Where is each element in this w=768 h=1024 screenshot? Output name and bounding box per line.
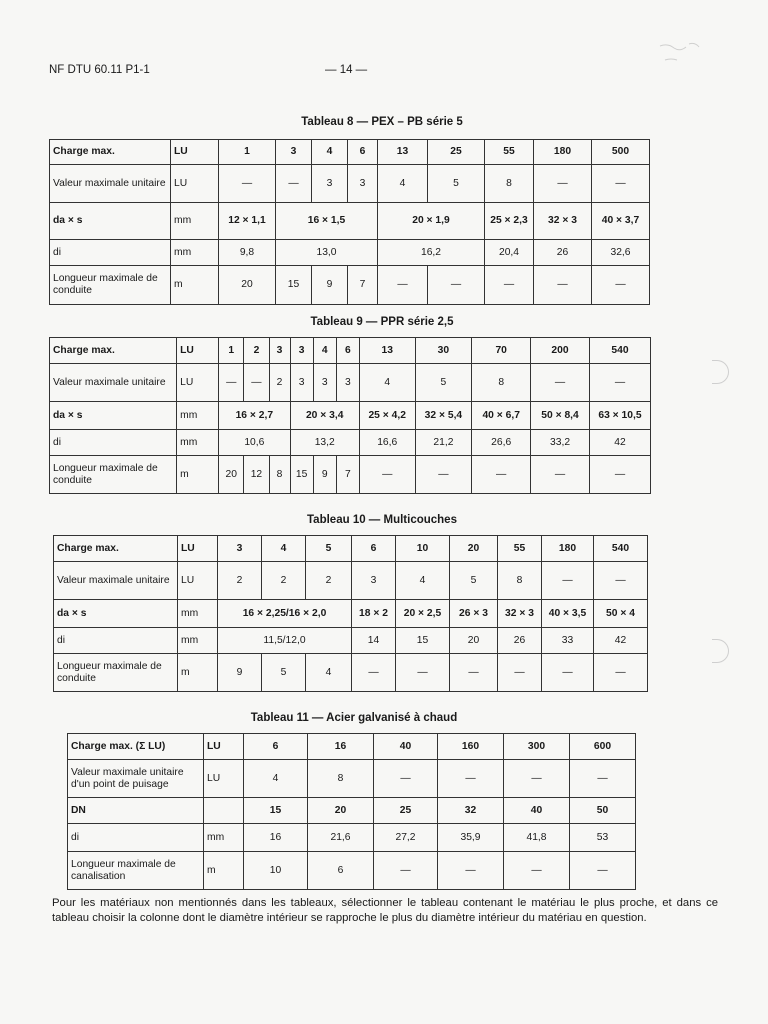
table-cell: 40 × 3,5 (542, 600, 594, 628)
table-cell: 32 × 5,4 (415, 402, 472, 430)
table-cell: — (534, 266, 592, 305)
table-cell: 7 (336, 456, 359, 494)
table-cell: 4 (396, 562, 450, 600)
punch-hole-mark (712, 639, 729, 663)
table-cell: 6 (308, 852, 374, 890)
table-row (50, 203, 650, 240)
table-cell: 20 × 3,4 (290, 402, 359, 430)
table-cell: 32 (438, 798, 504, 824)
document-reference: NF DTU 60.11 P1-1 (49, 64, 150, 76)
table-cell: 16 (244, 824, 308, 852)
table-cell: 3 (336, 364, 359, 402)
row-label: Longueur maximale de conduite (50, 456, 177, 494)
table-cell: 20 (308, 798, 374, 824)
row-label: da × s (54, 600, 178, 628)
table-cell: 200 (531, 338, 590, 364)
table-cell: 4 (306, 654, 352, 692)
table-cell: — (244, 364, 269, 402)
table-cell: 3 (312, 165, 348, 203)
table-cell: 20,4 (485, 240, 534, 266)
unit-cell: LU (177, 338, 219, 364)
table-cell: 16 × 2,25/16 × 2,0 (218, 600, 352, 628)
table-cell: 40 × 6,7 (472, 402, 531, 430)
table-cell: 4 (312, 140, 348, 165)
row-label: da × s (50, 203, 171, 240)
unit-cell: m (171, 266, 219, 305)
table-9-caption: Tableau 9 — PPR série 2,5 (310, 316, 454, 328)
table-cell: 8 (308, 760, 374, 798)
table-cell: 32,6 (592, 240, 650, 266)
table-cell: 16 × 2,7 (219, 402, 290, 430)
table-cell: 53 (570, 824, 636, 852)
table-row (68, 760, 636, 798)
table-cell: 5 (450, 562, 498, 600)
table-cell: — (472, 456, 531, 494)
table-cell: 9 (312, 266, 348, 305)
table-cell: — (396, 654, 450, 692)
table-cell: 40 (374, 734, 438, 760)
table-cell: 180 (542, 536, 594, 562)
table-row (50, 364, 651, 402)
table-cell: 4 (262, 536, 306, 562)
row-label: di (50, 430, 177, 456)
table-cell: — (219, 165, 276, 203)
table-cell: — (589, 364, 650, 402)
table-cell: 25 × 2,3 (485, 203, 534, 240)
row-label: Charge max. (50, 140, 171, 165)
table-cell: 9,8 (219, 240, 276, 266)
table-row (54, 654, 648, 692)
table-cell: — (359, 456, 415, 494)
table-cell: 55 (498, 536, 542, 562)
table-cell: 5 (262, 654, 306, 692)
table-row (68, 798, 636, 824)
table-cell: 8 (472, 364, 531, 402)
table-cell: — (485, 266, 534, 305)
table-cell: 11,5/12,0 (218, 628, 352, 654)
table-cell: 8 (269, 456, 290, 494)
table-cell: — (378, 266, 428, 305)
table-cell: 15 (244, 798, 308, 824)
row-label: di (54, 628, 178, 654)
table-cell: 6 (336, 338, 359, 364)
unit-cell: m (178, 654, 218, 692)
table-cell: 8 (485, 165, 534, 203)
table-cell: 16 (308, 734, 374, 760)
table-cell: — (374, 852, 438, 890)
table-cell: 32 × 3 (534, 203, 592, 240)
table-cell: — (498, 654, 542, 692)
table-cell: 41,8 (504, 824, 570, 852)
row-label: da × s (50, 402, 177, 430)
table-row (68, 734, 636, 760)
table-cell: 160 (438, 734, 504, 760)
table-cell: — (428, 266, 485, 305)
table-cell: 3 (218, 536, 262, 562)
table-cell: 16,6 (359, 430, 415, 456)
table-cell: 42 (594, 628, 648, 654)
table-9 (49, 337, 651, 494)
table-cell: 4 (244, 760, 308, 798)
table-cell: 13,0 (276, 240, 378, 266)
table-cell: 26 (534, 240, 592, 266)
table-cell: — (504, 760, 570, 798)
table-cell: 3 (290, 338, 313, 364)
row-label: DN (68, 798, 204, 824)
table-cell: 26 × 3 (450, 600, 498, 628)
table-cell: — (592, 165, 650, 203)
table-cell: 4 (378, 165, 428, 203)
row-label: Charge max. (54, 536, 178, 562)
table-cell: 21,2 (415, 430, 472, 456)
table-row (50, 456, 651, 494)
row-label: Valeur maximale unitaire (54, 562, 178, 600)
unit-cell: mm (177, 430, 219, 456)
row-label: Longueur maximale de conduite (50, 266, 171, 305)
table-row (54, 628, 648, 654)
table-cell: 25 (374, 798, 438, 824)
table-cell: 2 (244, 338, 269, 364)
table-cell: — (276, 165, 312, 203)
table-cell: — (415, 456, 472, 494)
table-cell: 30 (415, 338, 472, 364)
table-cell: 40 × 3,7 (592, 203, 650, 240)
table-cell: 10,6 (219, 430, 290, 456)
table-cell: 20 × 2,5 (396, 600, 450, 628)
unit-cell: mm (171, 203, 219, 240)
table-cell: 3 (276, 140, 312, 165)
table-cell: 33,2 (531, 430, 590, 456)
table-cell: — (374, 760, 438, 798)
unit-cell: LU (204, 734, 244, 760)
table-cell: 16 × 1,5 (276, 203, 378, 240)
table-cell: 12 (244, 456, 269, 494)
unit-cell: m (204, 852, 244, 890)
table-cell: 6 (352, 536, 396, 562)
table-cell: 63 × 10,5 (589, 402, 650, 430)
table-row (50, 140, 650, 165)
table-cell: 15 (396, 628, 450, 654)
table-11-caption: Tableau 11 — Acier galvanisé à chaud (250, 712, 458, 724)
table-cell: 16,2 (378, 240, 485, 266)
table-cell: 26 (498, 628, 542, 654)
table-cell: — (594, 562, 648, 600)
table-cell: 3 (352, 562, 396, 600)
table-cell: 2 (306, 562, 352, 600)
table-row (50, 240, 650, 266)
table-cell: 4 (313, 338, 336, 364)
table-cell: 7 (348, 266, 378, 305)
unit-cell (204, 798, 244, 824)
table-cell: 600 (570, 734, 636, 760)
table-cell: — (219, 364, 244, 402)
table-cell: — (589, 456, 650, 494)
row-label: di (68, 824, 204, 852)
table-cell: — (542, 562, 594, 600)
table-cell: 18 × 2 (352, 600, 396, 628)
table-row (50, 338, 651, 364)
scan-smudge (655, 38, 715, 68)
unit-cell: mm (204, 824, 244, 852)
table-cell: 20 × 1,9 (378, 203, 485, 240)
table-cell: — (504, 852, 570, 890)
row-label: Longueur maximale de conduite (54, 654, 178, 692)
table-cell: 35,9 (438, 824, 504, 852)
footnote-paragraph: Pour les matériaux non mentionnés dans les tableaux, sélectionner le tableau contenant le matériau le plus proche, et dans ce tableau choisir la colonne dont le diamètre intérieur se rapproche le plus du diamètre intérieur du matériau en question. (52, 897, 718, 924)
row-label: Valeur maximale unitaire d'un point de puisage (68, 760, 204, 798)
table-cell: — (438, 760, 504, 798)
table-row (68, 852, 636, 890)
table-cell: 300 (504, 734, 570, 760)
table-cell: 9 (313, 456, 336, 494)
table-cell: — (534, 165, 592, 203)
table-cell: 15 (276, 266, 312, 305)
table-cell: 5 (415, 364, 472, 402)
table-cell: 540 (589, 338, 650, 364)
table-row (50, 266, 650, 305)
table-cell: 180 (534, 140, 592, 165)
table-cell: 10 (396, 536, 450, 562)
unit-cell: LU (178, 562, 218, 600)
unit-cell: mm (178, 628, 218, 654)
row-label: Charge max. (Σ LU) (68, 734, 204, 760)
table-cell: 9 (218, 654, 262, 692)
table-cell: 33 (542, 628, 594, 654)
table-cell: 32 × 3 (498, 600, 542, 628)
table-cell: 1 (219, 338, 244, 364)
unit-cell: mm (178, 600, 218, 628)
row-label: di (50, 240, 171, 266)
table-cell: 50 (570, 798, 636, 824)
table-cell: 25 (428, 140, 485, 165)
table-cell: 13 (359, 338, 415, 364)
table-cell: 3 (269, 338, 290, 364)
row-label: Longueur maximale de canalisation (68, 852, 204, 890)
table-row (50, 430, 651, 456)
table-cell: 25 × 4,2 (359, 402, 415, 430)
table-cell: 70 (472, 338, 531, 364)
table-cell: 4 (359, 364, 415, 402)
table-row (54, 536, 648, 562)
row-label: Charge max. (50, 338, 177, 364)
table-cell: 2 (218, 562, 262, 600)
table-cell: 500 (592, 140, 650, 165)
table-cell: — (438, 852, 504, 890)
table-cell: — (570, 760, 636, 798)
unit-cell: mm (177, 402, 219, 430)
table-cell: 27,2 (374, 824, 438, 852)
table-cell: 3 (348, 165, 378, 203)
table-cell: — (542, 654, 594, 692)
table-cell: 1 (219, 140, 276, 165)
punch-hole-mark (712, 360, 729, 384)
table-8 (49, 139, 650, 305)
row-label: Valeur maximale unitaire (50, 165, 171, 203)
table-cell: — (594, 654, 648, 692)
unit-cell: LU (178, 536, 218, 562)
table-cell: 6 (244, 734, 308, 760)
table-cell: 6 (348, 140, 378, 165)
table-cell: 50 × 8,4 (531, 402, 590, 430)
table-cell: — (352, 654, 396, 692)
table-cell: 10 (244, 852, 308, 890)
table-cell: 2 (262, 562, 306, 600)
table-row (68, 824, 636, 852)
table-cell: — (531, 364, 590, 402)
table-cell: — (450, 654, 498, 692)
table-cell: 5 (306, 536, 352, 562)
page-number: — 14 — (325, 64, 368, 76)
table-cell: 15 (290, 456, 313, 494)
table-cell: 12 × 1,1 (219, 203, 276, 240)
table-cell: 13,2 (290, 430, 359, 456)
table-cell: 40 (504, 798, 570, 824)
unit-cell: m (177, 456, 219, 494)
table-cell: 20 (450, 628, 498, 654)
table-cell: — (592, 266, 650, 305)
table-11 (67, 733, 636, 890)
table-cell: 21,6 (308, 824, 374, 852)
table-row (50, 402, 651, 430)
unit-cell: LU (204, 760, 244, 798)
table-cell: 20 (219, 456, 244, 494)
table-cell: 50 × 4 (594, 600, 648, 628)
table-cell: 3 (313, 364, 336, 402)
table-cell: 13 (378, 140, 428, 165)
unit-cell: LU (171, 165, 219, 203)
table-cell: 20 (450, 536, 498, 562)
table-row (54, 600, 648, 628)
unit-cell: LU (177, 364, 219, 402)
table-row (54, 562, 648, 600)
table-cell: 26,6 (472, 430, 531, 456)
table-cell: 42 (589, 430, 650, 456)
table-cell: 55 (485, 140, 534, 165)
table-cell: — (570, 852, 636, 890)
table-cell: 8 (498, 562, 542, 600)
table-10 (53, 535, 648, 692)
table-cell: 14 (352, 628, 396, 654)
table-cell: 2 (269, 364, 290, 402)
table-cell: — (531, 456, 590, 494)
table-cell: 20 (219, 266, 276, 305)
table-cell: 5 (428, 165, 485, 203)
unit-cell: mm (171, 240, 219, 266)
unit-cell: LU (171, 140, 219, 165)
table-row (50, 165, 650, 203)
table-cell: 540 (594, 536, 648, 562)
table-cell: 3 (290, 364, 313, 402)
table-8-caption: Tableau 8 — PEX – PB série 5 (301, 116, 463, 128)
row-label: Valeur maximale unitaire (50, 364, 177, 402)
table-10-caption: Tableau 10 — Multicouches (307, 514, 457, 526)
